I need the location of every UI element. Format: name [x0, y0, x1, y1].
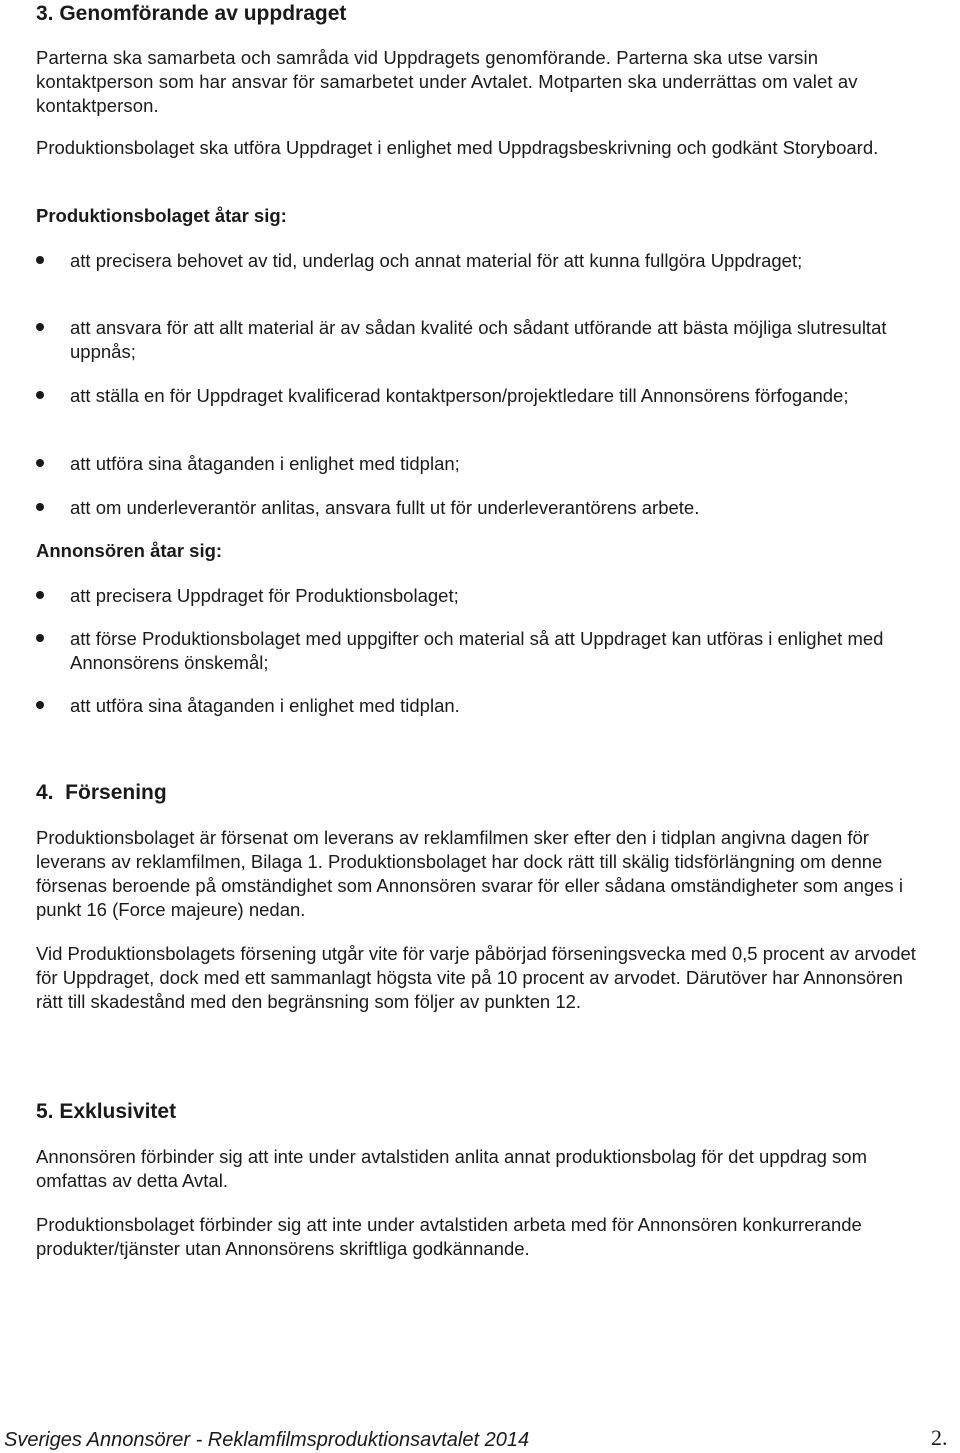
footer-document-title: Sveriges Annonsörer - Reklamfilmsproduktionsavtalet 2014 — [4, 1429, 530, 1451]
list-item — [36, 584, 930, 608]
list-item-text: att ansvara för att allt material är av sådan kvalité och sådant utförande att bästa möjliga slutresultat uppnås; — [70, 317, 887, 362]
list-item — [36, 496, 930, 520]
bullet-icon — [36, 591, 44, 599]
list-item — [36, 249, 900, 273]
list-item-text: att utföra sina åtaganden i enlighet med tidplan; — [70, 453, 460, 474]
list-item-text: att precisera Uppdraget för Produktionsbolaget; — [70, 585, 459, 606]
list-item-text: att ställa en för Uppdraget kvalificerad kontaktperson/projektledare till Annonsörens förfogande; — [70, 385, 849, 406]
bullet-icon — [36, 459, 44, 467]
list-item — [36, 694, 930, 718]
list-item-text: att precisera behovet av tid, underlag och annat material för att kunna fullgöra Uppdraget; — [70, 250, 803, 271]
list-item-text: att utföra sina åtaganden i enlighet med tidplan. — [70, 695, 460, 716]
bullet-icon — [36, 701, 44, 709]
bullet-icon — [36, 256, 44, 264]
section-3-paragraph-2: Produktionsbolaget ska utföra Uppdraget i enlighet med Uppdragsbeskrivning och godkänt Storyboard. — [36, 137, 879, 158]
production-company-heading: Produktionsbolaget åtar sig: — [36, 205, 287, 226]
section-5-title: 5. Exklusivitet — [36, 1100, 177, 1123]
section-4-paragraph-1: Produktionsbolaget är försenat om leverans av reklamfilmen sker efter den i tidplan angivna dagen för leverans av reklamfilmen, Bilaga 1. Produktionsbolaget har dock rätt till skälig tidsförlängning om denne försenas beroende på omständighet som Annonsören svarar för eller sådana omständigheter som anges i punkt 16 (Force majeure) nedan. — [36, 827, 903, 920]
list-item — [36, 384, 930, 408]
list-item — [36, 316, 900, 364]
list-item-text: att om underleverantör anlitas, ansvara fullt ut för underleverantörens arbete. — [70, 497, 700, 518]
section-3-paragraph-1: Parterna ska samarbeta och samråda vid Uppdragets genomförande. Parterna ska utse varsin kontaktperson som har ansvar för samarbetet under Avtalet. Motparten ska underrättas om valet av kontaktperson. — [36, 47, 858, 116]
advertiser-heading: Annonsören åtar sig: — [36, 540, 223, 561]
list-item — [36, 452, 930, 476]
section-5-paragraph-2: Produktionsbolaget förbinder sig att inte under avtalstiden arbeta med för Annonsören konkurrerande produkter/tjänster utan Annonsörens skriftliga godkännande. — [36, 1214, 862, 1259]
section-4-title: 4. Försening — [36, 781, 167, 804]
page-number: 2. — [931, 1425, 948, 1450]
section-3-title: 3. Genomförande av uppdraget — [36, 2, 347, 25]
list-item — [36, 627, 930, 675]
bullet-icon — [36, 634, 44, 642]
bullet-icon — [36, 323, 44, 331]
section-5-paragraph-1: Annonsören förbinder sig att inte under avtalstiden anlita annat produktionsbolag för det uppdrag som omfattas av detta Avtal. — [36, 1146, 867, 1191]
bullet-icon — [36, 391, 44, 399]
section-4-paragraph-2: Vid Produktionsbolagets försening utgår vite för varje påbörjad förseningsvecka med 0,5 procent av arvodet för Uppdraget, dock med ett sammanlagt högsta vite på 10 procent av arvodet. Därutöver har Annonsören rätt till skadestånd med den begränsning som följer av punkten 12. — [36, 943, 916, 1012]
list-item-text: att förse Produktionsbolaget med uppgifter och material så att Uppdraget kan utföras i enlighet med Annonsörens önskemål; — [70, 628, 884, 673]
bullet-icon — [36, 503, 44, 511]
